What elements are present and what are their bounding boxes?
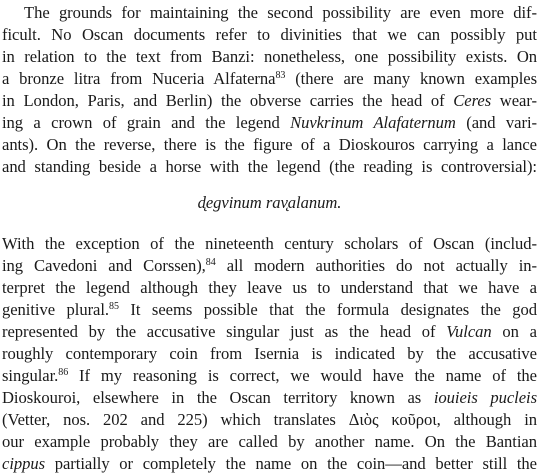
text-run: The grounds for maintaining the second possibility are even more dif- [24,3,537,22]
text-line [2,278,537,298]
text-line [2,410,537,430]
italic-term: cippus [2,454,46,473]
footnote-ref: 84 [205,257,216,268]
text-line [2,25,537,45]
italic-term: Vulcan [446,322,492,341]
text-run: (and vari- [455,113,537,132]
text-run: ing a crown of grain and the legend [2,113,291,132]
text-line [2,69,537,89]
text-line [2,322,537,342]
text-run: singular. [2,366,59,385]
text-run: terpret the legend although they leave us to understand that we have a [2,278,537,297]
text-run: our example probably they are called by another name. On the Bantian [2,432,537,451]
text-run: a bronze litra from Nuceria Alfaterna [2,69,276,88]
text-run: represented by the accusative singular just as the head of [2,322,447,341]
text-run: partially or completely the name on the coin—and better still the [45,454,537,473]
text-line [2,344,537,364]
text-run: It seems possible that the formula designates the god [118,300,537,319]
text-run: (Vetter, nos. 202 and 225) which translates Διὸς κοῦροι, although in [2,410,537,429]
text-run: roughly contemporary coin from Isernia is indicated by the accusative [2,344,537,363]
coin-legend-line [0,193,539,213]
text-run: in London, Paris, and Berlin) the obverse carries the head of [2,91,454,110]
text-line [24,3,537,23]
italic-term: iouieis pucleis [433,388,537,407]
text-run: and standing beside a horse with the legend (the reading is controversial): [2,157,537,176]
text-line [2,157,537,177]
footnote-ref: 83 [275,70,286,81]
text-run: (there are many known examples [285,69,537,88]
text-line [2,113,537,133]
text-line [2,135,537,155]
text-line [2,47,537,67]
footnote-ref: 85 [109,301,119,312]
italic-term: Nuvkrinum Alafaternum [290,113,456,132]
text-run: wear- [491,91,537,110]
text-run: With the exception of the nineteenth century scholars of Oscan (includ- [2,234,537,253]
text-line [2,234,537,254]
text-run: in relation to the text from Banzi: nonetheless, one possibility exists. On [2,47,537,66]
italic-term: Ceres [453,91,492,110]
text-line [2,91,537,111]
text-run: If my reasoning is correct, we would have the name of the [68,366,537,385]
text-run: all modern authorities do not actually in- [215,256,538,275]
text-line [2,454,537,474]
text-run: ants). On the reverse, there is the figure of a Dioskouros carrying a lance [2,135,537,154]
text-run: ficult. No Oscan documents refer to divinities that we can possibly put [2,25,537,44]
text-line [2,366,537,386]
text-run: ing Cavedoni and Corssen), [2,256,206,275]
coin-legend-text: d̨egvinum rav̨alanum. [197,193,342,212]
text-run: genitive plural. [2,300,110,319]
text-run: Dioskouroi, elsewhere in the Oscan territory known as [2,388,434,407]
text-run: on a [491,322,537,341]
text-line [2,388,537,408]
footnote-ref: 86 [58,367,69,378]
text-line [2,432,537,452]
text-line [2,256,537,276]
text-line [2,300,537,320]
